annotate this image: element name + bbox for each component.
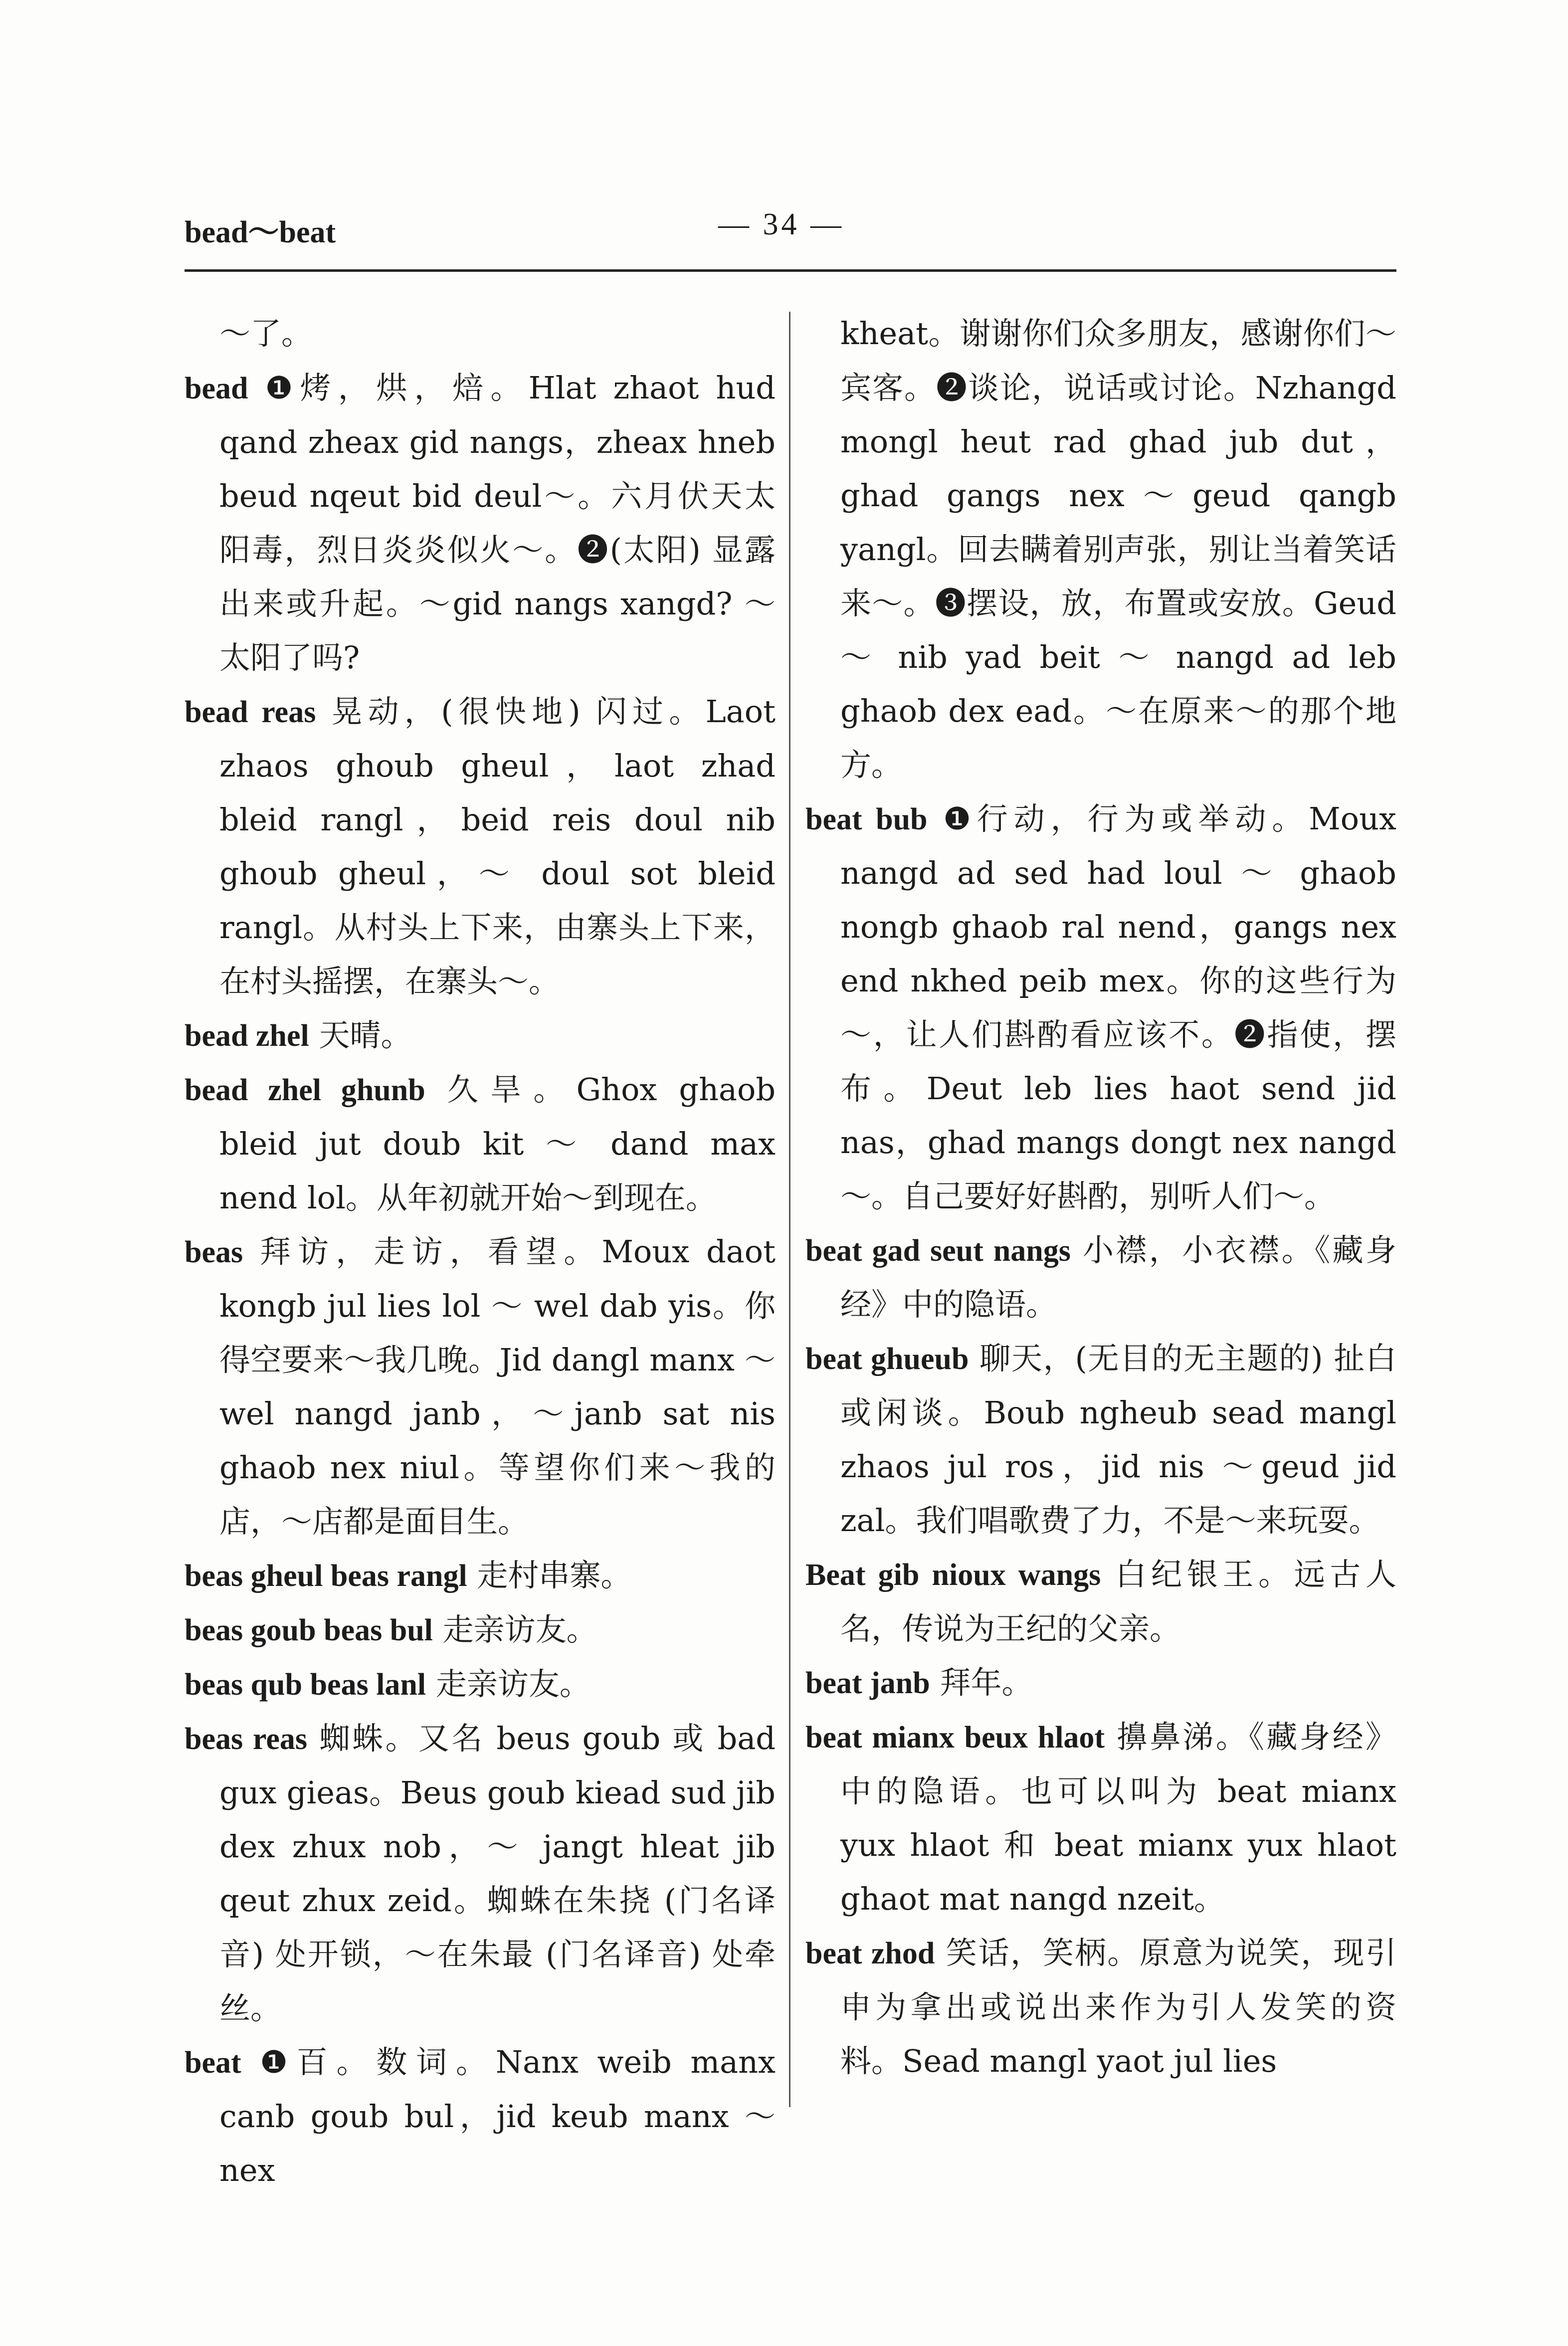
running-header: [185, 207, 1396, 262]
column-divider: [789, 312, 790, 2107]
dictionary-entry: [185, 2035, 776, 2197]
dictionary-entry: [185, 361, 776, 685]
dictionary-entry: [185, 685, 776, 1008]
dictionary-entry: ～了。: [219, 315, 313, 352]
headword: beat janb: [805, 1666, 930, 1700]
headword: beas: [185, 1235, 243, 1269]
definition: 擤鼻涕。《藏身经》中的隐语。也可以叫为 beat mianx yux hlaot 和 beat mianx yux hlaot ghaot mat nangd nzeit。: [840, 1719, 1396, 1917]
headword: beat ghueub: [805, 1342, 969, 1376]
page-number: — 34 —: [718, 207, 844, 241]
dictionary-entry: [805, 1548, 1396, 1656]
dictionary-entry: [185, 1657, 776, 1712]
dictionary-entry: [185, 1225, 776, 1549]
dictionary-entry: [805, 1926, 1396, 2088]
dictionary-entry: [185, 1712, 776, 2035]
definition: 拜年。: [940, 1664, 1033, 1701]
headword: beat zhod: [805, 1937, 935, 1970]
headword: beat bub: [805, 802, 928, 836]
definition: ❶行动，行为或举动。Moux nangd ad sed had loul ～ ghaob nongb ghaob ral nend，gangs nex end nkhed peib mex。你的这些行为～，让人们斟酌看应该不。❷指使，摆布。Deut leb lies haot send jid nas，ghad mangs dongt nex nangd ～。自己要好好斟酌，别听人们～。: [840, 800, 1397, 1214]
headword: beas goub beas bul: [185, 1613, 433, 1647]
definition: 走亲访友。: [435, 1666, 590, 1702]
dictionary-entry: [805, 792, 1396, 1223]
headword: beas reas: [185, 1722, 307, 1756]
dictionary-entry: [185, 1549, 776, 1603]
dictionary-entry: [805, 1656, 1396, 1710]
dictionary-entry: [805, 1710, 1396, 1926]
definition: 久旱。Ghox ghaob bleid jut doub kit ～ dand max nend lol。从年初就开始～到现在。: [219, 1071, 776, 1216]
running-head: bead～beat: [185, 215, 336, 249]
headword: beat gad seut nangs: [805, 1234, 1071, 1268]
left-column: [185, 307, 776, 2197]
dictionary-entry: [185, 1603, 776, 1657]
definition: 聊天，(无目的无主题的) 扯白或闲谈。Boub ngheub sead mangl zhaos jul ros，jid nis ～geud jid zal。我们唱歌费了力，不是～来玩耍。: [840, 1340, 1396, 1539]
dictionary-entry: [805, 1332, 1396, 1548]
definition: 蜘蛛。又名 beus goub 或 bad gux gieas。Beus goub kiead sud jib dex zhux nob，～ jangt hleat jib qeut zhux zeid。蜘蛛在朱挠 (门名译音) 处开锁，～在朱最 (门名译音) 处牵丝。: [219, 1720, 776, 2026]
headword: bead zhel ghunb: [185, 1073, 425, 1107]
header-rule: [185, 269, 1396, 272]
definition: ❶烤，烘，焙。Hlat zhaot hud qand zheax gid nangs，zheax hneb beud nqeut bid deul～。六月伏天太阳毒，烈日炎炎似火～。❷(太阳) 显露出来或升起。～gid nangs xangd? ～太阳了吗?: [219, 370, 776, 676]
definition: 小襟，小衣襟。《藏身经》中的隐语。: [840, 1232, 1396, 1323]
definition: 晃动，(很快地) 闪过。Laot zhaos ghoub gheul，laot zhad bleid rangl，beid reis doul nib ghoub gheul，～ doul sot bleid rangl。从村头上下来，由寨头上下来，在村头摇摆，在寨头～。: [219, 693, 776, 999]
dictionary-entry: [185, 1008, 776, 1063]
definition: 白纪银王。远古人名，传说为王纪的父亲。: [840, 1556, 1396, 1647]
dictionary-entry: kheat。谢谢你们众多朋友，感谢你们～宾客。❷谈论，说话或讨论。Nzhangd mongl heut rad ghad jub dut，ghad gangs nex～geud qangb yangl。回去瞒着别声张，别让当着笑话来～。❸摆设，放，布置或安放。Geud ～ nib yad beit ～ nangd ad leb ghaob dex ead。～在原来～的那个地方。: [840, 315, 1396, 783]
definition: 笑话，笑柄。原意为说笑，现引申为拿出或说出来作为引人发笑的资料。Sead mangl yaot jul lies: [840, 1935, 1396, 2079]
headword: beas gheul beas rangl: [185, 1559, 467, 1593]
headword: beat mianx beux hlaot: [805, 1721, 1105, 1755]
headword: Beat gib nioux wangs: [805, 1558, 1101, 1592]
headword: bead zhel: [185, 1019, 309, 1053]
definition: ❶百。数词。Nanx weib manx canb goub bul，jid keub manx ～ nex: [219, 2044, 776, 2188]
headword: bead reas: [185, 695, 316, 729]
definition: 拜访，走访，看望。Moux daot kongb jul lies lol ～ wel dab yis。你得空要来～我几晚。Jid dangl manx ～ wel nangd janb，～janb sat nis ghaob nex niul。等望你们来～我的店，～店都是面目生。: [219, 1233, 776, 1540]
definition: 走亲访友。: [442, 1611, 597, 1648]
right-column: [805, 307, 1396, 2088]
dictionary-entry: [805, 1223, 1396, 1332]
dictionary-entry: [185, 1063, 776, 1225]
headword: beat: [185, 2046, 241, 2080]
definition: 天晴。: [319, 1017, 412, 1053]
headword: beas qub beas lanl: [185, 1668, 426, 1702]
headword: bead: [185, 372, 248, 405]
definition: 走村串寨。: [477, 1557, 632, 1593]
